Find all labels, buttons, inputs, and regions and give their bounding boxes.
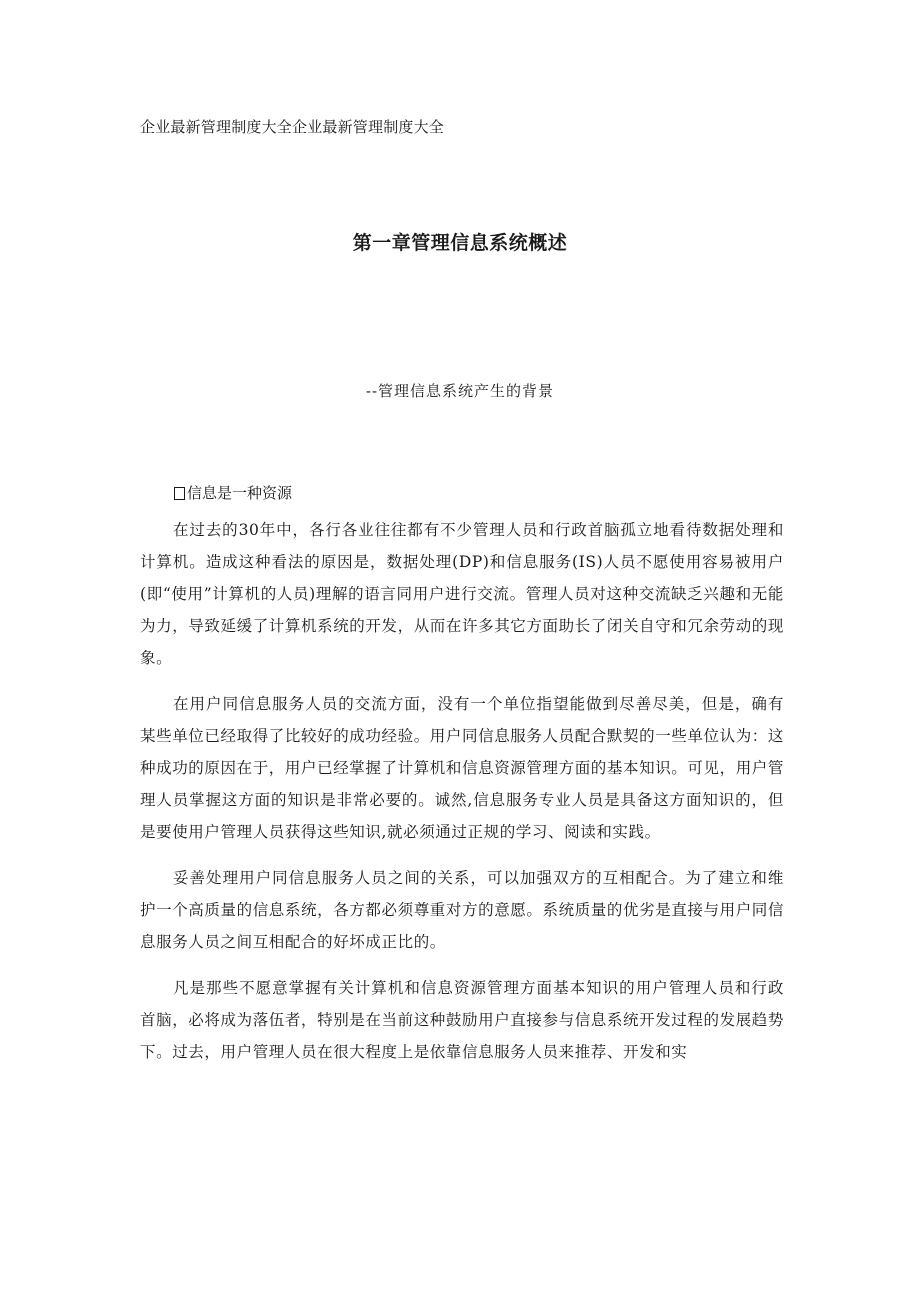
paragraph: 妥善处理用户同信息服务人员之间的关系，可以加强双方的互相配合。为了建立和维护一个高质量的信息系统，各方都必须尊重对方的意愿。系统质量的优劣是直接与用户同信息服务人员之间互相配合的好坏成正比的。	[140, 869, 785, 951]
paragraph: 在过去的30年中，各行各业往往都有不少管理人员和行政首脑孤立地看待数据处理和计算机。造成这种看法的原因是，数据处理(DP)和信息服务(IS)人员不愿使用容易被用户(即“使用”计算机的人员)理解的语言同用户进行交流。管理人员对这种交流缺乏兴趣和无能为力，导致延缓了计算机系统的开发，从而在许多其它方面助长了闭关自守和冗余劳动的现象。	[140, 521, 785, 667]
bullet-heading	[174, 482, 292, 503]
body-text	[140, 514, 784, 1082]
bullet-heading-text: 信息是一种资源	[187, 484, 293, 502]
running-header: 企业最新管理制度大全企业最新管理制度大全	[140, 118, 445, 136]
paragraph: 凡是那些不愿意掌握有关计算机和信息资源管理方面基本知识的用户管理人员和行政首脑，必将成为落伍者，特别是在当前这种鼓励用户直接参与信息系统开发过程的发展趋势下。过去，用户管理人员在很大程度上是依靠信息服务人员来推荐、开发和实	[140, 979, 785, 1061]
checkbox-square-icon	[174, 487, 185, 500]
section-title: --管理信息系统产生的背景	[365, 382, 555, 400]
chapter-title: 第一章管理信息系统概述	[352, 232, 568, 254]
paragraph: 在用户同信息服务人员的交流方面，没有一个单位指望能做到尽善尽美，但是，确有某些单位已经取得了比较好的成功经验。用户同信息服务人员配合默契的一些单位认为：这种成功的原因在于，用户已经掌握了计算机和信息资源管理方面的基本知识。可见，用户管理人员掌握这方面的知识是非常必要的。诚然,信息服务专业人员是具备这方面知识的，但是要使用户管理人员获得这些知识,就必须通过正规的学习、阅读和实践。	[140, 695, 785, 841]
